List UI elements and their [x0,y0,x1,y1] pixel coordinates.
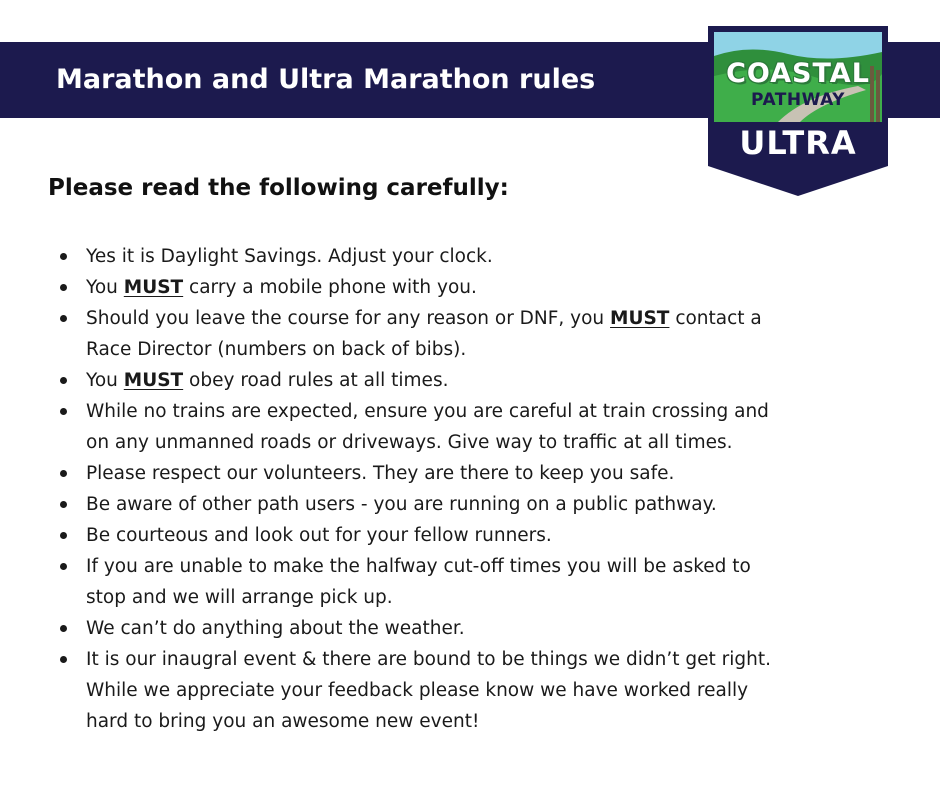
rule-item [60,520,920,551]
rule-text-continued: on any unmanned roads or driveways. Give way to traffic at all times. [86,432,733,453]
rule-item [60,489,920,520]
logo-pathway-text: PATHWAY [751,90,845,110]
bullet-icon [60,532,67,539]
rule-item [60,551,920,613]
rule-text: Be courteous and look out for your fellow runners. [86,525,552,546]
subheading: Please read the following carefully: [48,175,509,201]
must-emphasis: MUST [123,370,184,391]
coastal-pathway-ultra-logo [708,26,888,198]
rule-item [60,241,920,272]
bullet-icon [60,470,67,477]
bullet-icon [60,408,67,415]
bullet-icon [60,315,67,322]
must-emphasis: MUST [123,277,184,298]
rule-item [60,365,920,396]
rule-item [60,644,920,737]
rule-text-continued: stop and we will arrange pick up. [86,587,393,608]
rule-text: You MUST carry a mobile phone with you. [86,277,477,298]
page-title: Marathon and Ultra Marathon rules [56,64,596,95]
rule-text: While no trains are expected, ensure you are careful at train crossing and [86,401,769,422]
rule-text: Yes it is Daylight Savings. Adjust your clock. [86,246,493,267]
rule-text: It is our inaugral event & there are bound to be things we didn’t get right. [86,649,771,670]
logo-badge-graphic [708,26,888,198]
bullet-icon [60,656,67,663]
rule-item [60,613,920,644]
rule-item [60,458,920,489]
bullet-icon [60,253,67,260]
rule-item [60,303,920,365]
rule-text-continued: hard to bring you an awesome new event! [86,711,480,732]
rule-text: You MUST obey road rules at all times. [86,370,449,391]
bullet-icon [60,501,67,508]
rule-text: We can’t do anything about the weather. [86,618,465,639]
rule-item [60,272,920,303]
rule-text: Be aware of other path users - you are running on a public pathway. [86,494,717,515]
rule-text-continued: Race Director (numbers on back of bibs). [86,339,467,360]
rule-text: Please respect our volunteers. They are there to keep you safe. [86,463,675,484]
logo-coastal-text: COASTAL [726,58,870,89]
logo-ultra-text: ULTRA [739,124,857,162]
bullet-icon [60,625,67,632]
rule-text: If you are unable to make the halfway cut-off times you will be asked to [86,556,751,577]
rules-list [60,241,920,737]
rule-text-continued: While we appreciate your feedback please know we have worked really [86,680,749,701]
rule-item [60,396,920,458]
must-emphasis: MUST [610,308,670,329]
bullet-icon [60,284,67,291]
bullet-icon [60,377,67,384]
rule-text: Should you leave the course for any reason or DNF, you MUST contact a [86,308,762,329]
bullet-icon [60,563,67,570]
